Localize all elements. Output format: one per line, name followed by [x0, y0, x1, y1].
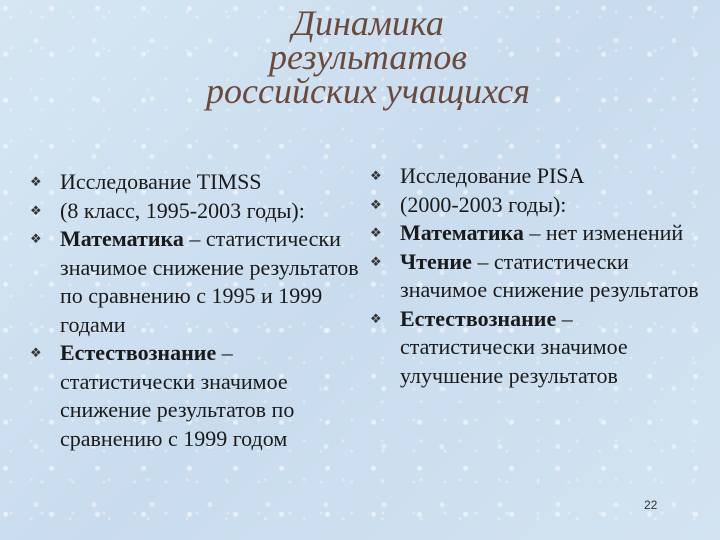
diamond-bullet-icon: ❖ [370, 196, 382, 212]
pisa-science-text: – [556, 305, 573, 331]
list-item [30, 339, 360, 453]
pisa-reading-text: – статистически [471, 248, 629, 274]
list-item [370, 248, 720, 305]
diamond-bullet-icon: ❖ [30, 345, 42, 360]
pisa-column [370, 162, 720, 390]
timss-period: (8 класс, 1995-2003 годы): [60, 197, 305, 223]
title-line-3: российских учащихся [206, 71, 530, 111]
list-item [370, 219, 720, 248]
pisa-science-label: Естествознание [400, 305, 557, 331]
list-item [30, 197, 360, 226]
diamond-bullet-icon: ❖ [30, 202, 42, 218]
list-item [30, 225, 360, 339]
list-item [370, 305, 720, 391]
list-item [30, 168, 360, 197]
list-item [370, 191, 720, 220]
pisa-period: (2000-2003 годы): [400, 191, 567, 217]
timss-math-label: Математика [60, 226, 184, 251]
pisa-science-text-2: статистически значимое [400, 334, 628, 359]
page-number: 22 [644, 498, 658, 512]
slide-title [0, 3, 720, 111]
list-item [370, 162, 720, 191]
timss-science-label: Естествознание [60, 340, 217, 365]
timss-study-label: Исследование TIMSS [60, 169, 262, 194]
title-line-1: Динамика [292, 3, 444, 43]
diamond-bullet-icon: ❖ [370, 310, 382, 326]
pisa-reading-text-2: значимое снижение результатов [400, 277, 699, 302]
diamond-bullet-icon: ❖ [30, 174, 42, 189]
timss-column [30, 168, 360, 453]
pisa-science-text-3: улучшение результатов [400, 362, 618, 388]
diamond-bullet-icon: ❖ [370, 168, 382, 183]
title-line-2: результатов [269, 37, 467, 77]
diamond-bullet-icon: ❖ [30, 231, 42, 246]
diamond-bullet-icon: ❖ [370, 253, 382, 269]
pisa-study-label: Исследование PISA [400, 163, 585, 188]
pisa-math-text: – нет изменений [523, 220, 684, 245]
timss-science-text: – статистически значимое снижение результатов по сравнению с 1999 годом [60, 340, 295, 451]
timss-math-text: – статистически значимое снижение результатов по сравнению с 1995 и 1999 годами [60, 226, 359, 337]
pisa-reading-label: Чтение [400, 248, 472, 274]
pisa-math-label: Математика [400, 220, 524, 245]
diamond-bullet-icon: ❖ [370, 225, 382, 240]
